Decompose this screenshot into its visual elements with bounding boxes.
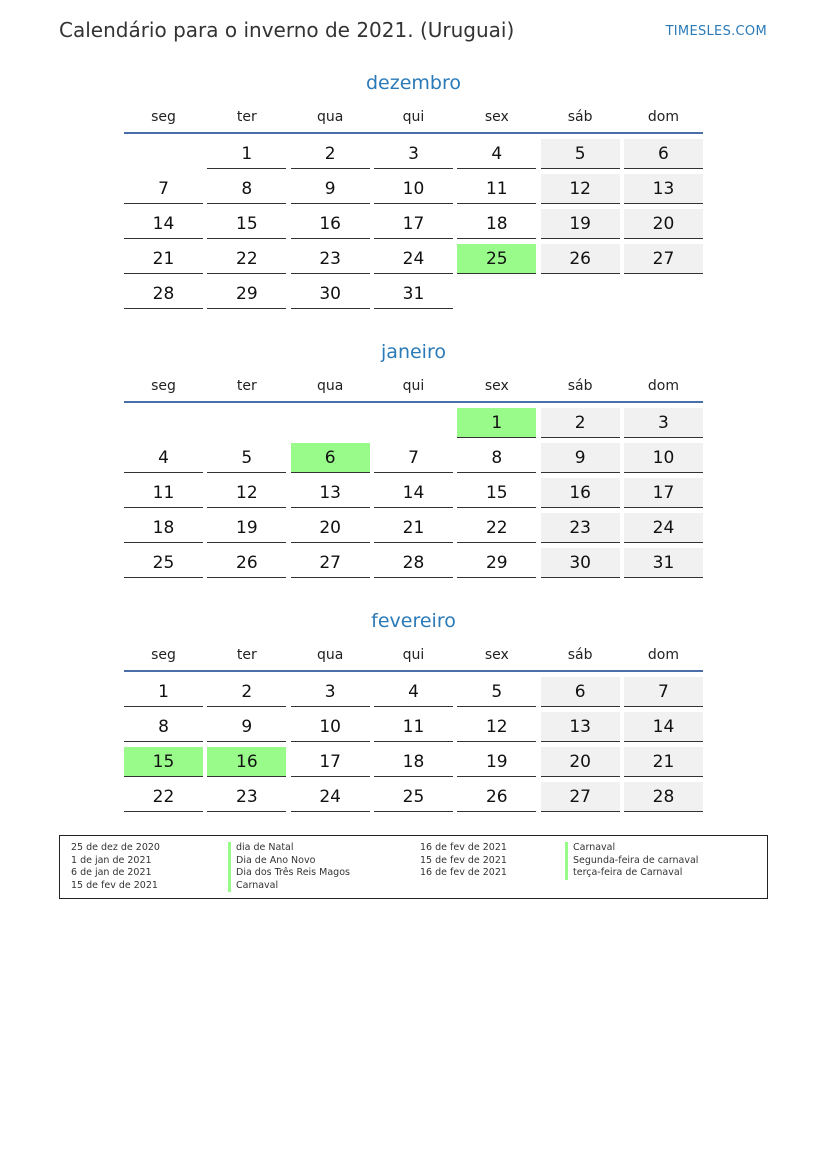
day-cell[interactable]: 19 <box>207 513 286 543</box>
day-cell[interactable]: 12 <box>457 712 536 742</box>
month-block <box>124 339 703 578</box>
day-cell[interactable]: 11 <box>124 478 203 508</box>
day-cell[interactable]: 25 <box>124 548 203 578</box>
day-cell[interactable]: 26 <box>541 244 620 274</box>
day-cell[interactable]: 3 <box>374 139 453 169</box>
day-cell[interactable]: 24 <box>624 513 703 543</box>
day-cell[interactable]: 23 <box>541 513 620 543</box>
day-cell[interactable]: 28 <box>624 782 703 812</box>
day-cell[interactable]: 31 <box>374 279 453 309</box>
legend-holiday: dia de Natal <box>236 842 294 853</box>
day-cell[interactable]: 9 <box>291 174 370 204</box>
weekday-label: seg <box>151 109 176 125</box>
weekday-label: seg <box>151 378 176 394</box>
day-cell[interactable]: 2 <box>291 139 370 169</box>
legend-holiday: Carnaval <box>236 879 279 891</box>
day-cell[interactable]: 23 <box>207 782 286 812</box>
day-cell[interactable]: 7 <box>624 677 703 707</box>
month-name: dezembro <box>366 72 461 94</box>
day-cell[interactable]: 20 <box>624 209 703 239</box>
weekday-label: qui <box>402 109 425 125</box>
legend-date: 1 de jan de 2021 <box>71 854 152 866</box>
day-cell[interactable]: 10 <box>291 712 370 742</box>
day-cell[interactable]: 27 <box>624 244 703 274</box>
month-block <box>124 608 703 812</box>
day-cell[interactable]: 21 <box>374 513 453 543</box>
legend-date: 15 de fev de 2021 <box>71 879 158 891</box>
day-cell[interactable]: 28 <box>124 279 203 309</box>
weekday-label: qua <box>316 647 344 663</box>
day-cell[interactable]: 14 <box>624 712 703 742</box>
day-cell[interactable]: 31 <box>624 548 703 578</box>
day-cell[interactable]: 1 <box>124 677 203 707</box>
day-cell[interactable]: 6 <box>624 139 703 169</box>
day-cell[interactable]: 27 <box>541 782 620 812</box>
holiday-day-cell[interactable]: 1 <box>457 408 536 438</box>
day-cell[interactable]: 2 <box>207 677 286 707</box>
empty-cell <box>374 408 453 438</box>
day-cell[interactable]: 14 <box>124 209 203 239</box>
day-cell[interactable]: 4 <box>124 443 203 473</box>
day-cell[interactable]: 8 <box>124 712 203 742</box>
month-block <box>124 70 703 309</box>
legend-date: 6 de jan de 2021 <box>71 867 152 878</box>
day-cell[interactable]: 27 <box>291 548 370 578</box>
weekday-label: ter <box>236 378 257 394</box>
day-cell[interactable]: 3 <box>624 408 703 438</box>
month-name: janeiro <box>381 341 446 363</box>
holiday-day-cell[interactable]: 6 <box>291 443 370 473</box>
day-cell[interactable]: 4 <box>374 677 453 707</box>
legend-date: 16 de fev de 2021 <box>420 867 507 878</box>
legend-date: 25 de dez de 2020 <box>71 842 160 853</box>
day-cell[interactable]: 18 <box>124 513 203 543</box>
day-grid <box>124 139 703 309</box>
legend-date: 16 de fev de 2021 <box>420 842 507 853</box>
day-cell[interactable]: 10 <box>624 443 703 473</box>
day-cell[interactable]: 22 <box>124 782 203 812</box>
day-cell[interactable]: 17 <box>374 209 453 239</box>
day-cell[interactable]: 13 <box>541 712 620 742</box>
weekday-label: dom <box>647 647 680 663</box>
holiday-day-cell[interactable]: 15 <box>124 747 203 777</box>
holiday-day-cell[interactable]: 16 <box>207 747 286 777</box>
day-cell[interactable]: 24 <box>291 782 370 812</box>
day-cell[interactable]: 30 <box>291 279 370 309</box>
day-cell[interactable]: 22 <box>207 244 286 274</box>
day-cell[interactable]: 30 <box>541 548 620 578</box>
day-cell[interactable]: 4 <box>457 139 536 169</box>
holiday-day-cell[interactable]: 25 <box>457 244 536 274</box>
weekday-label: qui <box>402 378 425 394</box>
day-cell[interactable]: 9 <box>541 443 620 473</box>
day-cell[interactable]: 23 <box>291 244 370 274</box>
day-cell[interactable]: 21 <box>124 244 203 274</box>
day-cell[interactable]: 18 <box>374 747 453 777</box>
day-cell[interactable]: 8 <box>457 443 536 473</box>
day-cell[interactable]: 11 <box>457 174 536 204</box>
weekday-label: sáb <box>567 378 593 394</box>
day-cell[interactable]: 2 <box>541 408 620 438</box>
day-cell[interactable]: 16 <box>541 478 620 508</box>
day-cell[interactable]: 22 <box>457 513 536 543</box>
day-cell[interactable]: 29 <box>457 548 536 578</box>
day-cell[interactable]: 19 <box>541 209 620 239</box>
weekday-label: qua <box>316 109 344 125</box>
legend-dates-right <box>420 842 507 880</box>
weekday-label: qua <box>316 378 344 394</box>
weekday-label: dom <box>647 378 680 394</box>
weekday-label: sex <box>484 647 509 663</box>
day-cell[interactable]: 5 <box>207 443 286 473</box>
legend-names-right <box>565 842 698 880</box>
day-cell[interactable]: 16 <box>291 209 370 239</box>
day-cell[interactable]: 6 <box>541 677 620 707</box>
legend-dates-left <box>71 842 160 892</box>
day-cell[interactable]: 20 <box>541 747 620 777</box>
legend-holiday: Segunda-feira de carnaval <box>573 854 699 866</box>
legend-holiday: Dia dos Três Reis Magos <box>236 867 350 878</box>
day-cell[interactable]: 11 <box>374 712 453 742</box>
day-cell[interactable]: 13 <box>624 174 703 204</box>
day-grid <box>124 677 703 812</box>
day-cell[interactable]: 1 <box>207 139 286 169</box>
holiday-legend <box>59 835 768 899</box>
weekday-label: sex <box>484 109 509 125</box>
day-cell[interactable]: 18 <box>457 209 536 239</box>
legend-holiday: Carnaval <box>573 842 616 853</box>
legend-date: 15 de fev de 2021 <box>420 854 507 866</box>
day-cell[interactable]: 10 <box>374 174 453 204</box>
month-name: fevereiro <box>371 610 456 632</box>
day-cell[interactable]: 15 <box>207 209 286 239</box>
empty-cell <box>291 408 370 438</box>
empty-cell <box>124 139 203 169</box>
day-cell[interactable]: 5 <box>457 677 536 707</box>
weekday-header <box>124 646 703 672</box>
legend-names-left <box>228 842 350 892</box>
day-cell[interactable]: 17 <box>624 478 703 508</box>
weekday-label: ter <box>236 647 257 663</box>
day-cell[interactable]: 25 <box>374 782 453 812</box>
day-cell[interactable]: 12 <box>207 478 286 508</box>
weekday-label: dom <box>647 109 680 125</box>
day-cell[interactable]: 21 <box>624 747 703 777</box>
weekday-header <box>124 108 703 134</box>
day-cell[interactable]: 13 <box>291 478 370 508</box>
day-grid <box>124 408 703 578</box>
day-cell[interactable]: 20 <box>291 513 370 543</box>
weekday-label: sex <box>484 378 509 394</box>
day-cell[interactable]: 28 <box>374 548 453 578</box>
day-cell[interactable]: 26 <box>207 548 286 578</box>
day-cell[interactable]: 15 <box>457 478 536 508</box>
day-cell[interactable]: 14 <box>374 478 453 508</box>
day-cell[interactable]: 29 <box>207 279 286 309</box>
day-cell[interactable]: 7 <box>374 443 453 473</box>
day-cell[interactable]: 9 <box>207 712 286 742</box>
weekday-label: ter <box>236 109 257 125</box>
day-cell[interactable]: 8 <box>207 174 286 204</box>
day-cell[interactable]: 19 <box>457 747 536 777</box>
legend-holiday: terça-feira de Carnaval <box>573 867 683 878</box>
weekday-label: qui <box>402 647 425 663</box>
day-cell[interactable]: 7 <box>124 174 203 204</box>
day-cell[interactable]: 5 <box>541 139 620 169</box>
legend-holiday: Dia de Ano Novo <box>236 854 316 866</box>
day-cell[interactable]: 26 <box>457 782 536 812</box>
weekday-label: sáb <box>567 109 593 125</box>
weekday-label: sáb <box>567 647 593 663</box>
day-cell[interactable]: 3 <box>291 677 370 707</box>
day-cell[interactable]: 24 <box>374 244 453 274</box>
empty-cell <box>124 408 203 438</box>
empty-cell <box>207 408 286 438</box>
day-cell[interactable]: 17 <box>291 747 370 777</box>
page-title: Calendário para o inverno de 2021. (Uruguai) <box>59 18 515 42</box>
weekday-header <box>124 377 703 403</box>
brand-logo[interactable]: TIMESLES.COM <box>665 24 767 39</box>
day-cell[interactable]: 12 <box>541 174 620 204</box>
weekday-label: seg <box>151 647 176 663</box>
